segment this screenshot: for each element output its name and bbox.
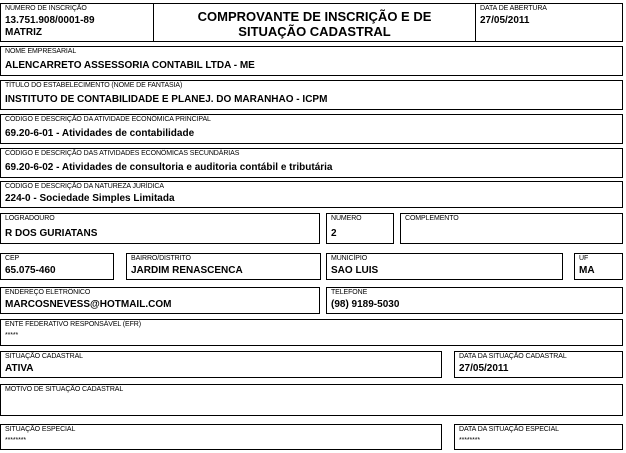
telefone-label: TELEFONE: [331, 289, 368, 296]
numero-box: [326, 213, 394, 244]
email-label: ENDEREÇO ELETRÔNICO: [5, 289, 91, 296]
email-value: MARCOSNEVESS@HOTMAIL.COM: [5, 299, 172, 310]
cep-value: 65.075-460: [5, 265, 56, 276]
natureza-juridica-value: 224-0 - Sociedade Simples Limitada: [5, 193, 175, 204]
inscricao-tipo: MATRIZ: [5, 27, 43, 38]
data-situacao-value: 27/05/2011: [459, 363, 509, 374]
data-situacao-especial-box: [454, 424, 623, 450]
natureza-juridica-box: [0, 181, 623, 208]
telefone-value: (98) 9189-5030: [331, 299, 400, 310]
bairro-label: BAIRRO/DISTRITO: [131, 255, 191, 262]
logradouro-label: LOGRADOURO: [5, 215, 55, 222]
uf-value: MA: [579, 265, 595, 276]
cep-box: [0, 253, 114, 280]
nome-empresarial-value: ALENCARRETO ASSESSORIA CONTABIL LTDA - ME: [5, 60, 255, 71]
page-title-line2: SITUAÇÃO CADASTRAL: [238, 24, 391, 39]
situacao-especial-value: ********: [5, 437, 26, 444]
page-title: [154, 9, 475, 39]
abertura-label: DATA DE ABERTURA: [480, 5, 547, 12]
bairro-value: JARDIM RENASCENCA: [131, 265, 243, 276]
efr-value: *****: [5, 332, 19, 339]
telefone-box: [326, 287, 623, 314]
logradouro-value: R DOS GURIATANS: [5, 228, 98, 239]
email-box: [0, 287, 320, 314]
motivo-box: [0, 384, 623, 416]
cep-label: CEP: [5, 255, 20, 262]
abertura-value: 27/05/2011: [480, 15, 530, 26]
atividade-principal-label: CÓDIGO E DESCRIÇÃO DA ATIVIDADE ECONÔMICA PRINCIPAL: [5, 116, 211, 123]
data-situacao-box: [454, 351, 623, 378]
municipio-box: [326, 253, 563, 280]
municipio-label: MUNICÍPIO: [331, 255, 368, 262]
motivo-label: MOTIVO DE SITUAÇÃO CADASTRAL: [5, 386, 124, 393]
inscricao-label: NÚMERO DE INSCRIÇÃO: [5, 5, 87, 12]
situacao-value: ATIVA: [5, 363, 34, 374]
abertura-box: [475, 3, 623, 42]
situacao-especial-box: [0, 424, 442, 450]
title-box: [153, 3, 476, 42]
data-situacao-especial-label: DATA DA SITUAÇÃO ESPECIAL: [459, 426, 559, 433]
titulo-label: TÍTULO DO ESTABELECIMENTO (NOME DE FANTASIA): [5, 82, 183, 89]
municipio-value: SAO LUIS: [331, 265, 379, 276]
data-situacao-especial-value: ********: [459, 437, 480, 444]
data-situacao-label: DATA DA SITUAÇÃO CADASTRAL: [459, 353, 567, 360]
titulo-box: [0, 80, 623, 110]
uf-box: [574, 253, 623, 280]
numero-label: NÚMERO: [331, 215, 362, 222]
inscricao-value: 13.751.908/0001-89: [5, 15, 95, 26]
complemento-label: COMPLEMENTO: [405, 215, 459, 222]
situacao-box: [0, 351, 442, 378]
nome-empresarial-label: NOME EMPRESARIAL: [5, 48, 77, 55]
nome-empresarial-box: [0, 46, 623, 76]
atividades-secundarias-box: [0, 148, 623, 178]
uf-label: UF: [579, 255, 589, 262]
page-title-line1: COMPROVANTE DE INSCRIÇÃO E DE: [197, 9, 432, 24]
titulo-value: INSTITUTO DE CONTABILIDADE E PLANEJ. DO MARANHAO - ICPM: [5, 94, 328, 105]
efr-box: [0, 319, 623, 346]
situacao-especial-label: SITUAÇÃO ESPECIAL: [5, 426, 76, 433]
logradouro-box: [0, 213, 320, 244]
inscricao-box: [0, 3, 154, 42]
atividade-principal-box: [0, 114, 623, 144]
bairro-box: [126, 253, 321, 280]
natureza-juridica-label: CÓDIGO E DESCRIÇÃO DA NATUREZA JURÍDICA: [5, 183, 164, 190]
numero-value: 2: [331, 228, 337, 239]
efr-label: ENTE FEDERATIVO RESPONSÁVEL (EFR): [5, 321, 141, 328]
atividades-secundarias-value: 69.20-6-02 - Atividades de consultoria e auditoria contábil e tributária: [5, 162, 333, 173]
atividade-principal-value: 69.20-6-01 - Atividades de contabilidade: [5, 128, 195, 139]
situacao-label: SITUAÇÃO CADASTRAL: [5, 353, 83, 360]
atividades-secundarias-label: CÓDIGO E DESCRIÇÃO DAS ATIVIDADES ECONÔMICAS SECUNDÁRIAS: [5, 150, 240, 157]
complemento-box: [400, 213, 623, 244]
